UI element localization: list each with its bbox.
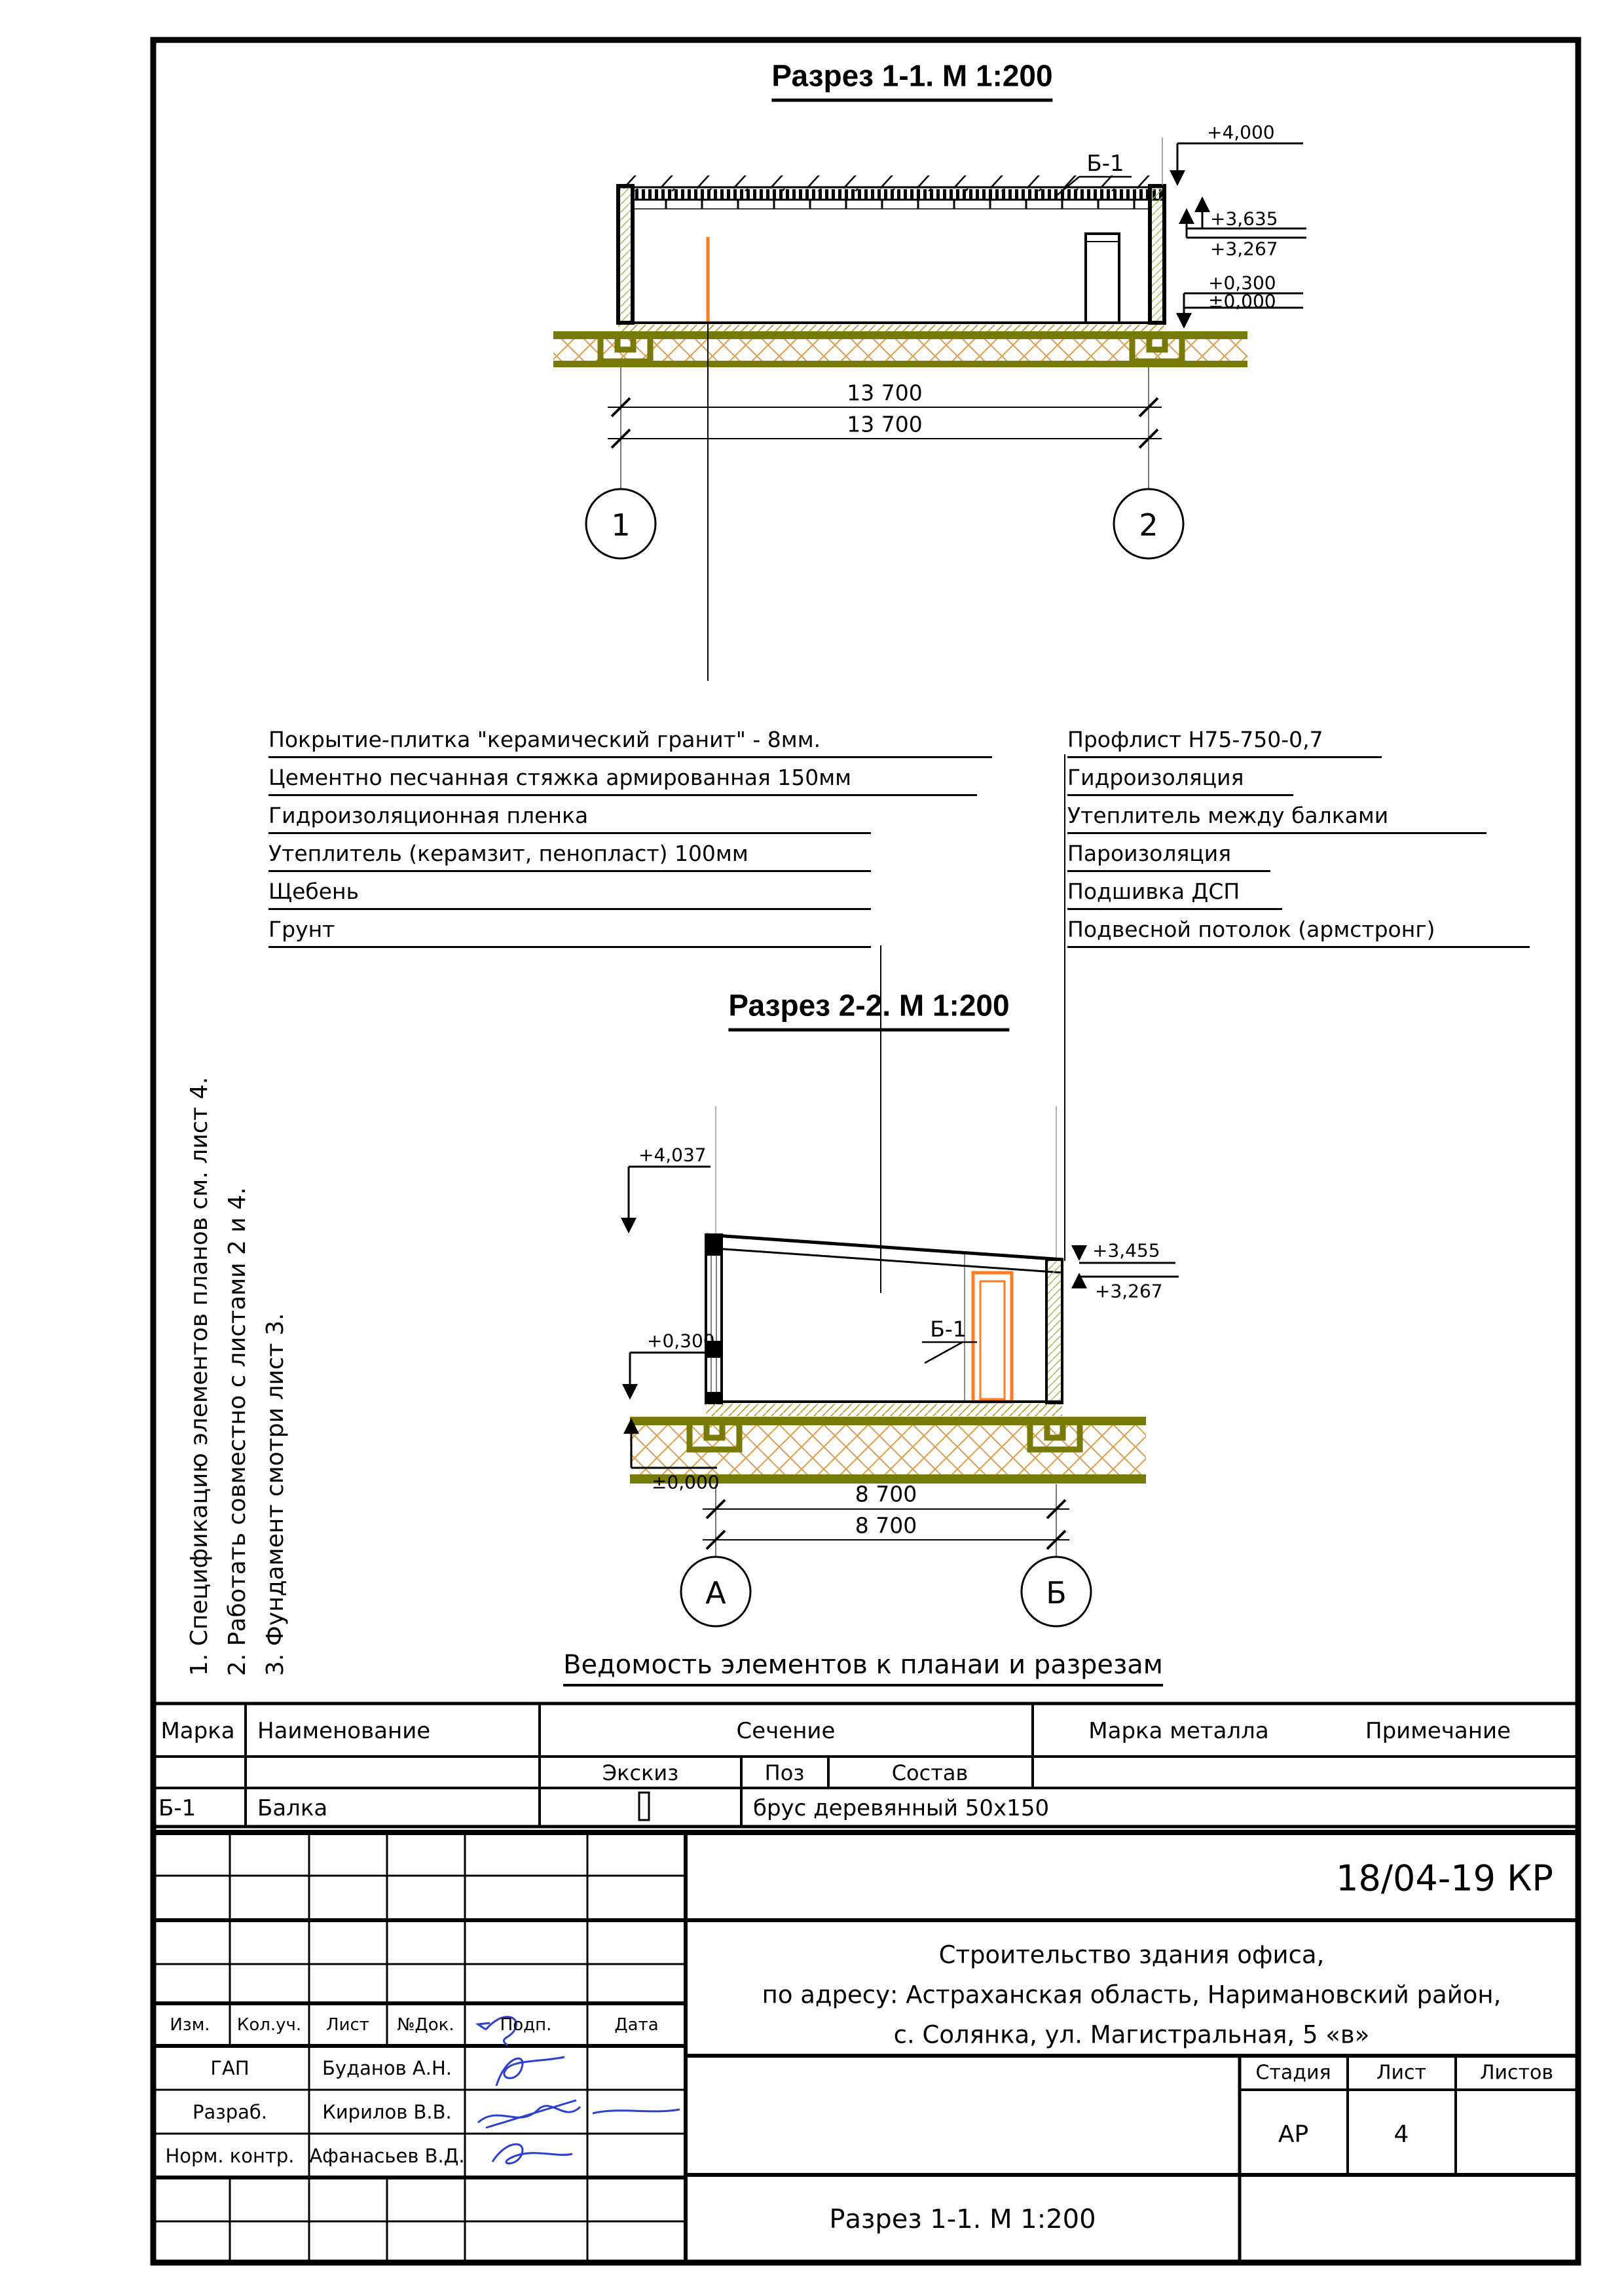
- section1-elevation-0300: +0,300: [1208, 272, 1276, 294]
- project-line-1: Строительство здания офиса,: [938, 1941, 1325, 1969]
- floor-layer-item: Цементно песчанная стяжка армированная 150мм: [268, 763, 977, 796]
- section1-dimension-2: 13 700: [847, 411, 923, 437]
- section2-elevation-0000: ±0,000: [652, 1471, 720, 1493]
- section1-elevation-3267: +3,267: [1210, 238, 1278, 260]
- col-header-name: Наименование: [257, 1718, 431, 1744]
- col-header-metal: Марка металла: [1088, 1718, 1269, 1744]
- section2-elevation-top: +4,037: [638, 1144, 707, 1166]
- row-marka: Б-1: [158, 1795, 196, 1821]
- section2-elevation-3455: +3,455: [1092, 1239, 1160, 1262]
- col-header-pos: Поз: [764, 1760, 805, 1785]
- col-dok: №Док.: [397, 2015, 454, 2035]
- col-header-marka: Марка: [160, 1718, 235, 1744]
- section2-title: Разрез 2-2. М 1:200: [728, 988, 1009, 1032]
- section-2-2-drawing: [621, 1106, 1179, 1626]
- roof-layer-item: Профлист Н75-750-0,7: [1067, 725, 1382, 758]
- sheet-value: 4: [1393, 2121, 1409, 2148]
- section2-beam-label: Б-1: [930, 1316, 967, 1342]
- row-name: Балка: [257, 1795, 328, 1821]
- section2-dimension-2: 8 700: [855, 1512, 917, 1539]
- note-1: 1. Спецификацию элементов планов см. лист 4.: [186, 1076, 213, 1676]
- name-gap: Буданов А.Н.: [322, 2057, 452, 2079]
- row-sostav: брус деревянный 50х150: [753, 1795, 1050, 1821]
- name-normkontr: Афанасьев В.Д.: [309, 2145, 465, 2167]
- doc-number: 18/04-19 КР: [1336, 1857, 1553, 1899]
- roof-layer-item: Гидроизоляция: [1067, 763, 1293, 796]
- section1-elevation-top: +4,000: [1207, 121, 1275, 143]
- col-list: Лист: [326, 2015, 369, 2035]
- role-gap: ГАП: [210, 2057, 249, 2079]
- project-line-3: с. Солянка, ул. Магистральная, 5 «в»: [893, 2020, 1370, 2049]
- axis-bubble-a: А: [705, 1575, 726, 1611]
- col-izm: Изм.: [170, 2015, 210, 2035]
- col-header-sketch: Экскиз: [602, 1760, 679, 1785]
- section-1-1-drawing: [553, 137, 1306, 681]
- sheet-title: Разрез 1-1. М 1:200: [829, 2204, 1096, 2234]
- section2-dimension-1: 8 700: [855, 1481, 917, 1507]
- roof-layer-item: Пароизоляция: [1067, 839, 1270, 872]
- col-header-section: Сечение: [736, 1718, 836, 1744]
- section1-beam-label: Б-1: [1086, 151, 1124, 177]
- section2-elevation-3267: +3,267: [1095, 1280, 1163, 1302]
- section1-dimension-1: 13 700: [847, 380, 923, 406]
- project-line-2: по адресу: Астраханская область, Наримановский район,: [762, 1980, 1502, 2009]
- col-koluch: Кол.уч.: [236, 2015, 302, 2035]
- section2-elevation-0300: +0,300: [647, 1330, 715, 1352]
- role-razrab: Разраб.: [193, 2101, 267, 2123]
- floor-layer-item: Грунт: [268, 915, 871, 948]
- sheet-label: Лист: [1376, 2061, 1427, 2085]
- floor-layer-item: Покрытие-плитка "керамический гранит" - 8мм.: [268, 725, 992, 758]
- axis-bubble-1: 1: [611, 507, 631, 543]
- name-razrab: Кирилов В.В.: [322, 2101, 452, 2123]
- axis-bubble-2: 2: [1139, 507, 1158, 543]
- floor-layer-item: Утеплитель (керамзит, пенопласт) 100мм: [268, 839, 871, 872]
- roof-layer-item: Подвесной потолок (армстронг): [1067, 915, 1530, 948]
- note-2: 2. Работать совместно с листами 2 и 4.: [224, 1187, 251, 1676]
- floor-layer-item: Гидроизоляционная пленка: [268, 801, 871, 834]
- sheet-frame: [153, 40, 1578, 2263]
- section1-elevation-0000: ±0,000: [1208, 290, 1276, 312]
- element-table-heading: Ведомость элементов к планаи и разрезам: [563, 1650, 1163, 1686]
- col-podp: Подп.: [500, 2015, 552, 2035]
- stage-value: АР: [1278, 2121, 1309, 2148]
- sheets-label: Листов: [1479, 2061, 1554, 2085]
- section1-elevation-3635: +3,635: [1210, 208, 1278, 230]
- section1-title: Разрез 1-1. М 1:200: [771, 58, 1052, 102]
- note-3: 3. Фундамент смотри лист 3.: [262, 1313, 289, 1676]
- col-header-note: Примечание: [1365, 1718, 1511, 1744]
- col-header-sostav: Состав: [891, 1760, 969, 1785]
- roof-layer-item: Подшивка ДСП: [1067, 877, 1282, 910]
- floor-layer-item: Щебень: [268, 877, 871, 910]
- stage-label: Стадия: [1255, 2061, 1331, 2085]
- axis-bubble-b: Б: [1046, 1575, 1067, 1611]
- role-normkontr: Норм. контр.: [165, 2145, 295, 2167]
- col-data: Дата: [614, 2015, 659, 2035]
- roof-layer-item: Утеплитель между балками: [1067, 801, 1486, 834]
